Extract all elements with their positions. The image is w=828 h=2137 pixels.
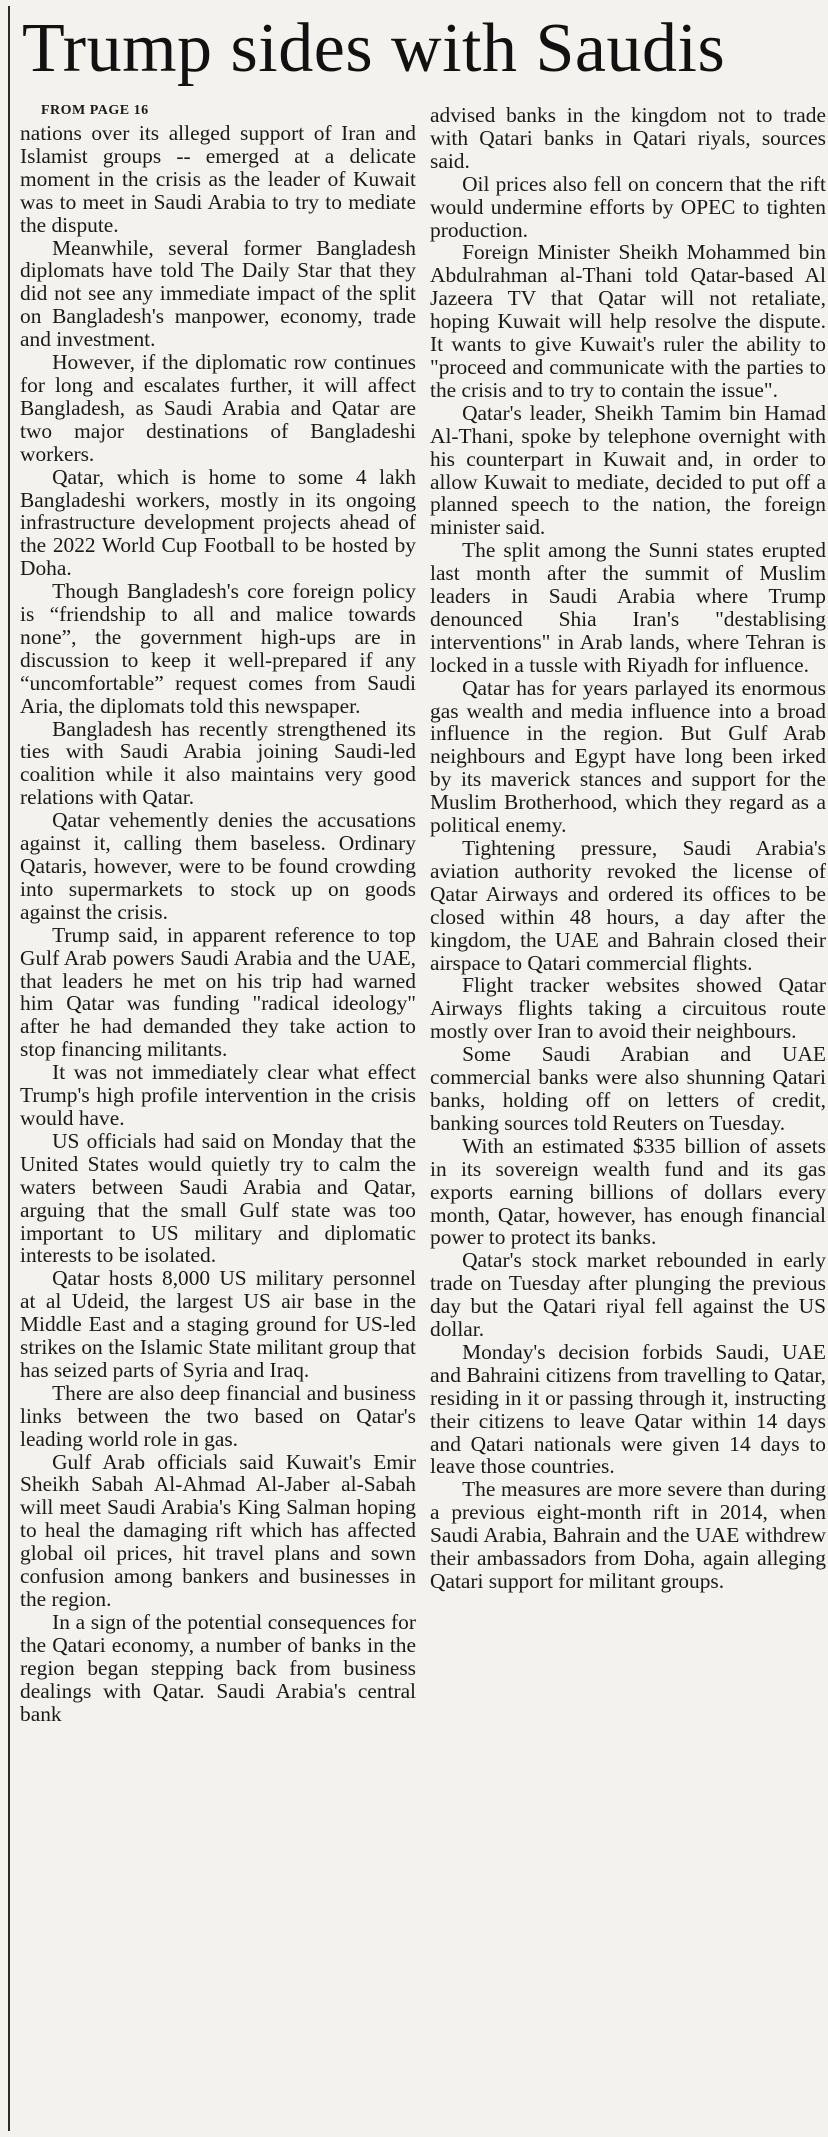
paragraph: US officials had said on Monday that the United States would quietly try to calm the waters between Saudi Arabia and Qatar, arguing that the small Gulf state was too important to US military and diplomatic interests to be isolated. (20, 1128, 416, 1268)
paragraph: Though Bangladesh's core foreign policy is “friendship to all and malice towards none”, the government high-ups are in discussion to keep it well-prepared if any “uncomfortable” request comes from Saudi Aria, the diplomats told this newspaper. (20, 579, 416, 718)
paragraph: Bangladesh has recently strengthened its ties with Saudi Arabia joining Saudi-led coalition while it also maintains very good relations with Qatar. (20, 716, 416, 810)
paragraph: Some Saudi Arabian and UAE commercial banks were also shunning Qatari banks, holding off on letters of credit, banking sources told Reuters on Tuesday. (430, 1042, 826, 1135)
paragraph: Foreign Minister Sheikh Mohammed bin Abdulrahman al-Thani told Qatar-based Al Jazeera TV that Qatar will not retaliate, hoping Kuwait will help resolve the dispute. It wants to give Kuwait's ruler the ability to "proceed and communicate with the parties to the crisis and to try to contain the issue". (430, 240, 826, 402)
jump-kicker: FROM PAGE 16 (41, 103, 149, 118)
paragraph: Qatar's leader, Sheikh Tamim bin Hamad Al-Thani, spoke by telephone overnight with his counterpart in Kuwait and, in order to allow Kuwait to mediate, decided to put off a planned speech to the nation, the foreign minister said. (430, 400, 826, 540)
paragraph: Qatar hosts 8,000 US military personnel at al Udeid, the largest US air base in the Middle East and a staging ground for US-led strikes on the Islamic State militant group that has seized parts of Syria and Iraq. (20, 1266, 416, 1382)
paragraph: The split among the Sunni states erupted last month after the summit of Muslim leaders in Saudi Arabia where Trump denounced Shia Iran's "destablising interventions" in Arab lands, where Tehran is locked in a tussle with Riyadh for influence. (430, 538, 826, 677)
paragraph: Qatar has for years parlayed its enormous gas wealth and media influence into a broad influence in the region. But Gulf Arab neighbours and Egypt have long been irked by its maverick stances and support for the Muslim Brotherhood, which they regard as a political enemy. (430, 675, 826, 838)
paragraph: Qatar's stock market rebounded in early trade on Tuesday after plunging the previous day but the Qatari riyal fell against the US dollar. (430, 1248, 826, 1342)
paragraph: The measures are more severe than during a previous eight-month rift in 2014, when Saudi Arabia, Bahrain and the UAE withdrew their ambassadors from Doha, again alleging Qatari support for militant groups. (430, 1477, 826, 1593)
paragraph: Trump said, in apparent reference to top Gulf Arab powers Saudi Arabia and the UAE, that leaders he met on his trip had warned him Qatar was funding "radical ideology" after he had demanded they take action to stop financing militants. (20, 922, 416, 1062)
paragraph: Qatar, which is home to some 4 lakh Bangladeshi workers, mostly in its ongoing infrastructure development projects ahead of the 2022 World Cup Football to be hosted by Doha. (20, 464, 416, 581)
article-column-left (20, 100, 416, 2130)
paragraph: With an estimated $335 billion of assets in its sovereign wealth fund and its gas exports earning billions of dollars every month, Qatar, however, has enough financial power to protect its banks. (430, 1133, 826, 1250)
paragraph: Tightening pressure, Saudi Arabia's aviation authority revoked the license of Qatar Airways and ordered its offices to be closed within 48 hours, a day after the kingdom, the UAE and Bahrain closed their airspace to Qatari commercial flights. (430, 836, 826, 975)
paragraph: Flight tracker websites showed Qatar Airways flights taking a circuitous route mostly over Iran to avoid their neighbours. (430, 973, 826, 1044)
article-column-right (430, 104, 826, 2134)
paragraph: Meanwhile, several former Bangladesh diplomats have told The Daily Star that they did not see any immediate impact of the split on Bangladesh's manpower, economy, trade and investment. (20, 235, 416, 352)
headline: Trump sides with Saudis (22, 10, 726, 87)
paragraph: Qatar vehemently denies the accusations against it, calling them baseless. Ordinary Qataris, however, were to be found crowding into supermarkets to stock up on goods against the crisis. (20, 808, 416, 924)
paragraph: It was not immediately clear what effect Trump's high profile intervention in the crisis would have. (20, 1060, 416, 1130)
paragraph: There are also deep financial and business links between the two based on Qatar's leading world role in gas. (20, 1380, 416, 1451)
paragraph: However, if the diplomatic row continues for long and escalates further, it will affect Bangladesh, as Saudi Arabia and Qatar are two major destinations of Bangladeshi workers. (20, 350, 416, 466)
paragraph: Gulf Arab officials said Kuwait's Emir Sheikh Sabah Al-Ahmad Al-Jaber al-Sabah will meet Saudi Arabia's King Salman hoping to heal the damaging rift which has affected global oil prices, hit travel plans and sown confusion among bankers and businesses in the region. (20, 1449, 416, 1611)
paragraph: advised banks in the kingdom not to trade with Qatari banks in Qatari riyals, sources said. (430, 104, 826, 173)
paragraph: nations over its alleged support of Iran and Islamist groups -- emerged at a delicate moment in the crisis as the leader of Kuwait was to meet in Saudi Arabia to try to mediate the dispute. (20, 121, 416, 237)
paragraph: Oil prices also fell on concern that the rift would undermine efforts by OPEC to tighten production. (430, 171, 826, 242)
paragraph: Monday's decision forbids Saudi, UAE and Bahraini citizens from travelling to Qatar, residing in it or passing through it, instructing their citizens to leave Qatar within 14 days and Qatari nationals were given 14 days to leave those countries. (430, 1339, 826, 1479)
paragraph: In a sign of the potential consequences for the Qatari economy, a number of banks in the region began stepping back from business dealings with Qatar. Saudi Arabia's central bank (20, 1609, 416, 1726)
left-column-rule (8, 6, 10, 2131)
